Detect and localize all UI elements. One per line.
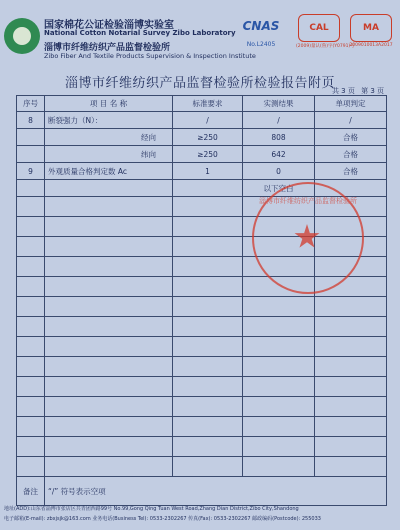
table-row	[17, 377, 387, 397]
row-verdict: 合格	[315, 129, 387, 146]
row-requirement: /	[173, 112, 243, 129]
results-table	[16, 95, 387, 506]
table-row	[17, 397, 387, 417]
row-no	[17, 146, 45, 163]
col-header-item: 项 目 名 称	[45, 96, 173, 112]
row-item: 纬向	[45, 146, 173, 163]
remark-row	[17, 477, 387, 506]
table-row	[17, 129, 387, 146]
cal-number: (2009)量认(鲁)字(Y0791)号	[296, 44, 355, 49]
col-header-requirement: 标准要求	[173, 96, 243, 112]
row-item: 断裂强力（N）：	[45, 112, 173, 129]
table-row	[17, 457, 387, 477]
row-no	[17, 129, 45, 146]
row-requirement: ≥250	[173, 129, 243, 146]
org-name-cn-2: 淄博市纤维纺织产品监督检验所	[44, 43, 171, 53]
col-header-no: 序号	[17, 96, 45, 112]
row-result: 642	[243, 146, 315, 163]
table-row	[17, 112, 387, 129]
table-row	[17, 337, 387, 357]
row-verdict: 合格	[315, 163, 387, 180]
cal-mark: CAL	[298, 14, 340, 42]
row-requirement: 1	[173, 163, 243, 180]
row-item: 外观质量合格判定数 Ac	[45, 163, 173, 180]
org-name-en-1: National Cotton Notarial Survey Zibo Laboratory	[44, 29, 236, 37]
footer-address: 地址(ADD):山东省淄博市张店区共青团西路99号 No.99,Gong Qing Tuan West Road,Zhang Dian District,Zibo City,Shandong	[4, 506, 299, 512]
cma-number: 2009010013A2017	[349, 43, 393, 48]
table-row	[17, 317, 387, 337]
table-row	[17, 437, 387, 457]
footer-contact: 电子邮箱(E-mail): zbxjsjk@163.com 业务电话(Business Tel): 0533-2302267 传真(Fax): 0533-2302267 邮政编码(Postcode): 255033	[4, 516, 321, 522]
table-row	[17, 357, 387, 377]
row-verdict: 合格	[315, 146, 387, 163]
institute-logo-icon	[4, 18, 40, 54]
row-requirement: ≥250	[173, 146, 243, 163]
table-row	[17, 297, 387, 317]
row-item: 经向	[45, 129, 173, 146]
row-no: 8	[17, 112, 45, 129]
org-name-en-2: Zibo Fiber And Textile Products Supervision & Inspection Institute	[44, 52, 256, 60]
letterhead	[0, 0, 400, 70]
cnas-accreditation-icon	[234, 14, 288, 48]
cma-mark: MA	[350, 14, 392, 42]
row-verdict: /	[315, 112, 387, 129]
row-result: 0	[243, 163, 315, 180]
remark-label: 备注	[17, 477, 45, 506]
blank-below-note: 以下空白	[243, 180, 315, 197]
col-header-verdict: 单项判定	[315, 96, 387, 112]
cal-certification-icon	[296, 14, 355, 49]
table-row	[17, 417, 387, 437]
cma-certification-icon	[348, 14, 394, 48]
org-name-cn-1: 国家棉花公证检验淄博实验室	[44, 20, 174, 31]
remark-text: “/” 符号表示空项	[45, 477, 387, 506]
cnas-number: No.L2405	[246, 41, 276, 48]
table-header-row	[17, 96, 387, 112]
row-result: 808	[243, 129, 315, 146]
row-result: /	[243, 112, 315, 129]
table-row	[17, 163, 387, 180]
col-header-result: 实测结果	[243, 96, 315, 112]
official-seal-stamp	[252, 182, 364, 294]
table-row	[17, 146, 387, 163]
current-page: 第 3 页	[361, 87, 384, 95]
seal-text: 淄博市纤维纺织产品监督检验所	[259, 197, 357, 205]
report-title: 淄博市纤维纺织产品监督检验所检验报告附页	[64, 76, 335, 91]
total-pages: 共 3 页	[331, 87, 355, 95]
row-no: 9	[17, 163, 45, 180]
cnas-mark: CNAS	[242, 19, 280, 33]
